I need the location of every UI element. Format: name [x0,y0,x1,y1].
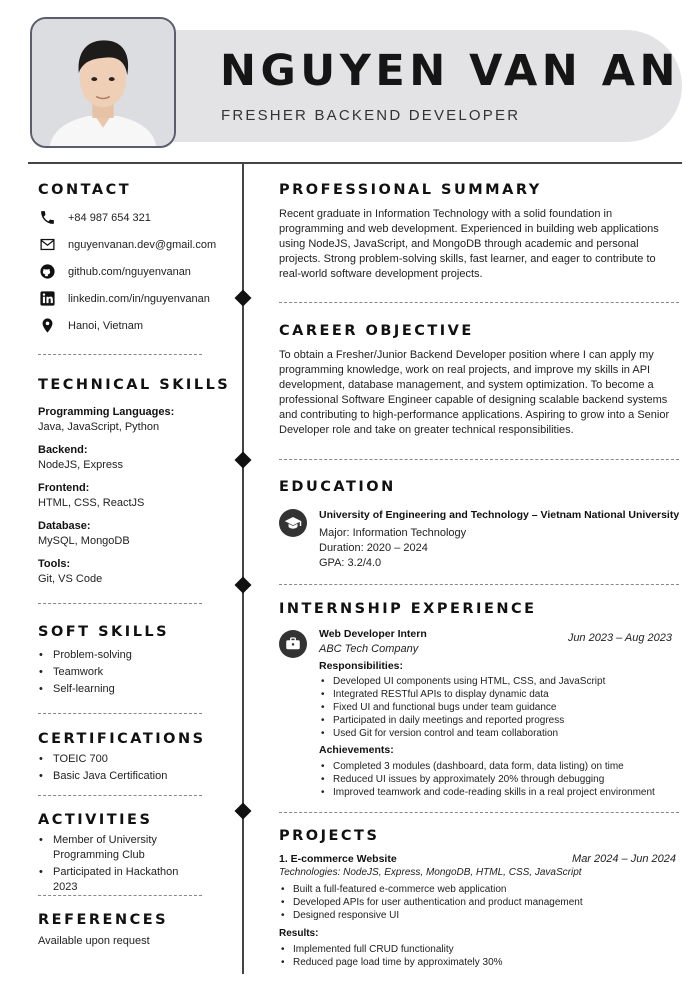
references-title: REFERENCES [38,912,169,928]
list-item: • Participated in Hackathon 2023 [38,865,188,895]
contact-location-text: Hanoi, Vietnam [68,319,144,332]
divider-diamond [235,803,252,820]
contact-list [38,204,216,339]
header-divider [28,162,682,164]
certifications-list [38,752,218,786]
technical-skills-title: TECHNICAL SKILLS [38,377,231,393]
internship-company: ABC Tech Company [319,643,419,655]
achievements-label: Achievements: [319,744,394,756]
education-title: EDUCATION [279,479,396,495]
skill-label: Database: [38,520,91,532]
section-divider [38,603,202,604]
skill-value: Java, JavaScript, Python [38,421,160,433]
phone-icon [38,209,56,227]
project-bullets [279,883,583,922]
skill-value: Git, VS Code [38,573,103,585]
skill-group [38,482,174,520]
internship-title: INTERNSHIP EXPERIENCE [279,601,537,617]
skill-value: NodeJS, Express [38,459,123,471]
section-divider [38,795,202,796]
skill-group [38,520,174,558]
email-icon [38,236,56,254]
internship-dates: Jun 2023 – Aug 2023 [567,632,672,644]
project-technologies [279,867,582,878]
list-item: • Participated in daily meetings and reported progress [319,714,605,727]
location-icon [38,317,56,335]
list-item: • Implemented full CRUD functionality [279,943,503,956]
soft-skills-list [38,648,218,699]
graduation-cap-icon [279,509,307,537]
list-item: • Problem-solving [38,648,218,663]
list-item: • Self-learning [38,682,218,697]
results-list [279,943,503,969]
contact-location [38,312,216,339]
candidate-title: FRESHER BACKEND DEVELOPER [221,107,521,124]
skill-label: Backend: [38,444,88,456]
section-divider [279,459,679,460]
project-tech-label: Technologies: [279,867,341,878]
section-divider [38,895,202,896]
list-item: • Used Git for version control and team collaboration [319,727,605,740]
skill-value: HTML, CSS, ReactJS [38,497,145,509]
contact-github[interactable] [38,258,216,285]
skill-label: Tools: [38,558,71,570]
contact-email[interactable] [38,231,216,258]
skill-group [38,406,174,444]
list-item: • Reduced page load time by approximately 30% [279,956,503,969]
profile-photo [30,17,176,148]
contact-phone[interactable] [38,204,216,231]
objective-title: CAREER OBJECTIVE [279,323,474,339]
education-school: University of Engineering and Technology – Vietnam National University [319,509,680,521]
list-item: • Designed responsive UI [279,909,583,922]
list-item: • Reduced UI issues by approximately 20% through debugging [319,773,655,786]
list-item: • Basic Java Certification [38,769,218,784]
list-item: • TOEIC 700 [38,752,218,767]
summary-text: Recent graduate in Information Technology with a solid foundation in programming and web development. Experienced in building web applications using NodeJS, JavaScript, and MongoDB through academic and personal projects. Strong problem-solving skills, fast learner, and eager to contribute to real-world software development projects. [279,208,659,280]
achievements-list [319,760,655,799]
responsibilities-label: Responsibilities: [319,660,404,672]
summary-title: PROFESSIONAL SUMMARY [279,182,542,198]
education-duration: Duration: 2020 – 2024 [319,542,428,554]
section-divider [279,302,679,303]
objective-text: To obtain a Fresher/Junior Backend Developer position where I can apply my programming knowledge, work on real projects, and improve my skills in API development, database management, and system optimization. To become a professional Software Engineer capable of designing scalable backend systems and contributing to high-performance applications. Aspiring to grow into a Senior Developer role and take on greater technical responsibilities. [279,349,670,436]
contact-github-text: github.com/nguyenvanan [68,265,191,278]
section-divider [38,354,202,355]
list-item: • Built a full-featured e-commerce web application [279,883,583,896]
contact-linkedin-text: linkedin.com/in/nguyenvanan [68,292,210,305]
skill-label: Programming Languages: [38,406,175,418]
contact-phone-text: +84 987 654 321 [68,211,151,224]
list-item: • Developed UI components using HTML, CSS, and JavaScript [319,675,605,688]
divider-diamond [235,577,252,594]
profile-photo-image [32,19,174,146]
education-gpa: GPA: 3.2/4.0 [319,557,382,569]
certifications-title: CERTIFICATIONS [38,731,206,747]
linkedin-icon [38,290,56,308]
skill-value: MySQL, MongoDB [38,535,130,547]
soft-skills-title: SOFT SKILLS [38,624,170,640]
responsibilities-list [319,675,605,740]
list-item: • Fixed UI and functional bugs under team guidance [319,701,605,714]
projects-title: PROJECTS [279,828,380,844]
project-name: 1. E-commerce Website [279,853,397,865]
education-major: Major: Information Technology [319,527,467,539]
activities-title: ACTIVITIES [38,812,153,828]
candidate-name: NGUYEN VAN AN [220,46,681,96]
list-item: • Member of University Programming Club [38,833,188,863]
skill-group [38,558,174,596]
results-label: Results: [279,928,319,939]
skill-group [38,444,174,482]
skill-label: Frontend: [38,482,90,494]
contact-linkedin[interactable] [38,285,216,312]
contact-title: CONTACT [38,182,132,198]
contact-email-text: nguyenvanan.dev@gmail.com [68,238,217,251]
divider-diamond [235,452,252,469]
section-divider [38,713,202,714]
list-item: • Developed APIs for user authentication and product management [279,896,583,909]
list-item: • Completed 3 modules (dashboard, data form, data listing) on time [319,760,655,773]
briefcase-icon [279,630,307,658]
list-item: • Integrated RESTful APIs to display dynamic data [319,688,605,701]
references-text: Available upon request [38,935,150,947]
column-divider [242,162,244,974]
github-icon [38,263,56,281]
section-divider [279,584,679,585]
list-item: • Teamwork [38,665,218,680]
activities-list [38,833,188,897]
list-item: • Improved teamwork and code-reading skills in a real project environment [319,786,655,799]
divider-diamond [235,290,252,307]
technical-skills-list [38,406,174,596]
project-tech-value: NodeJS, Express, MongoDB, HTML, CSS, JavaScript [343,867,582,878]
project-dates: Mar 2024 – Jun 2024 [572,853,676,865]
internship-role: Web Developer Intern [319,628,427,640]
section-divider [279,812,679,813]
